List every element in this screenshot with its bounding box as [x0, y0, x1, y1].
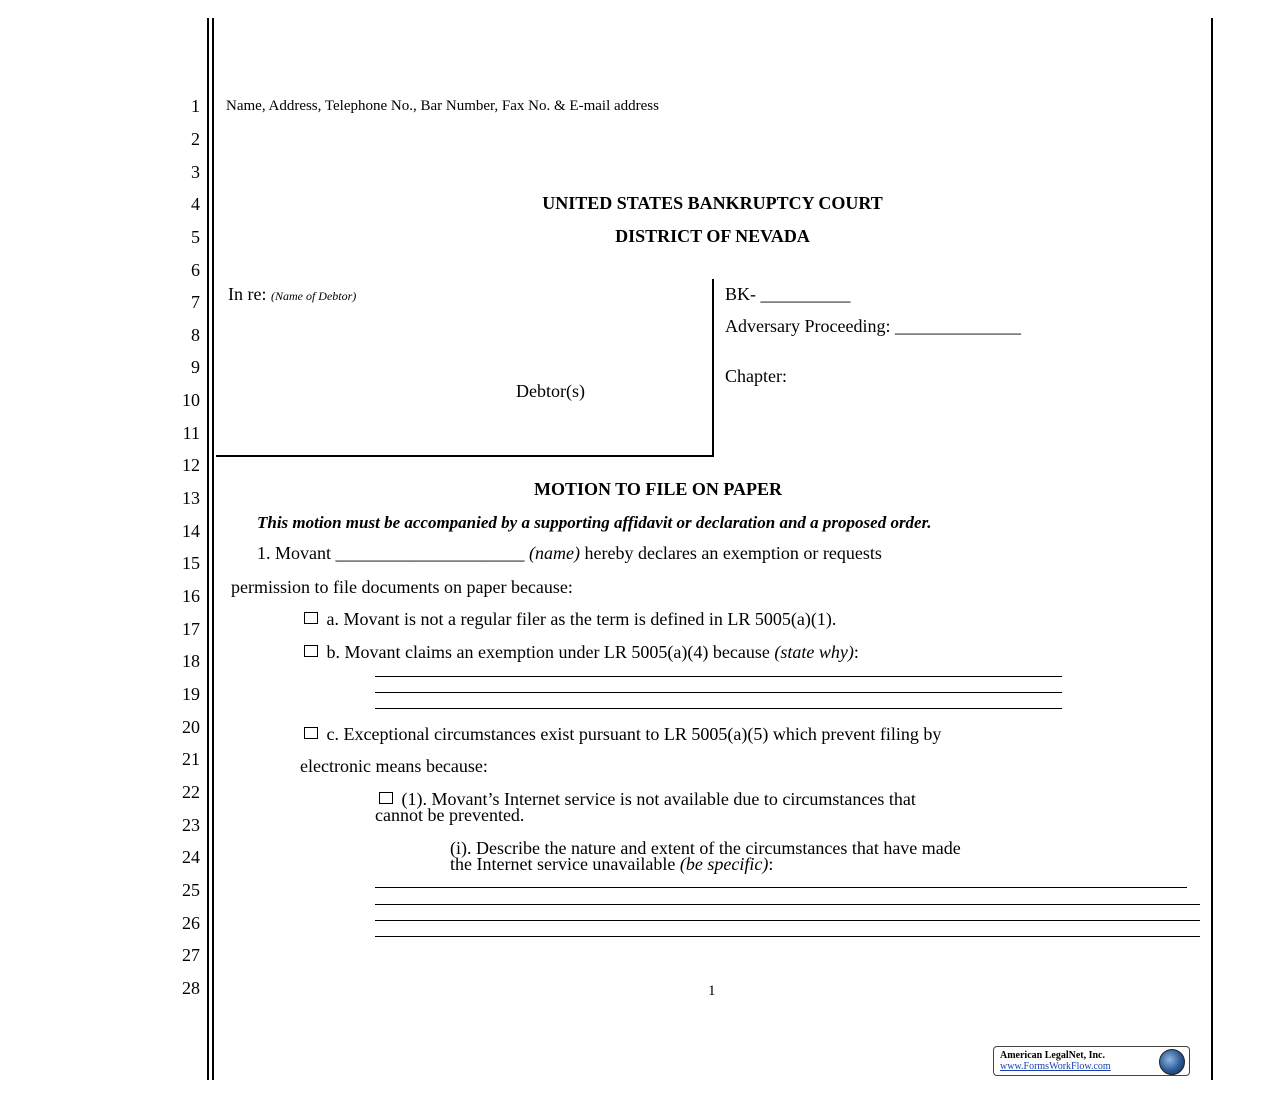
line-number: 19 [182, 684, 200, 704]
attorney-info: Name, Address, Telephone No., Bar Number, Fax No. & E-mail address [226, 98, 659, 114]
option-b-hint: (state why) [774, 642, 854, 662]
line-number: 6 [191, 260, 200, 280]
line-number: 23 [182, 815, 200, 835]
line-number: 14 [182, 521, 200, 541]
line-number: 15 [182, 553, 200, 573]
line-number: 4 [191, 194, 200, 214]
vendor-url-link[interactable]: www.FormsWorkFlow.com [1000, 1061, 1111, 1072]
option-c-continued: electronic means because: [300, 756, 488, 776]
line-number: 8 [191, 325, 200, 345]
line-number: 10 [182, 390, 200, 410]
sub-option-1-continued: cannot be prevented. [375, 805, 525, 825]
option-c [304, 724, 941, 745]
paragraph-1-continued: permission to file documents on paper because: [231, 577, 573, 597]
caption-divider-vertical [712, 279, 714, 457]
line-number: 26 [182, 913, 200, 933]
line-number: 25 [182, 880, 200, 900]
right-margin-rule [1211, 18, 1213, 1080]
globe-icon [1159, 1049, 1185, 1075]
caption-divider-horizontal [216, 455, 713, 457]
paragraph-1-name-hint: (name) [529, 543, 580, 563]
line-number: 27 [182, 945, 200, 965]
line-number: 16 [182, 586, 200, 606]
debtor-label: Debtor(s) [516, 381, 585, 401]
sub-option-i-continued [450, 854, 773, 875]
district-name: DISTRICT OF NEVADA [615, 226, 810, 246]
line-number: 24 [182, 847, 200, 867]
option-a-text: a. Movant is not a regular filer as the term is defined in LR 5005(a)(1). [326, 609, 837, 629]
option-b [304, 642, 859, 663]
line-number: 20 [182, 717, 200, 737]
line-number: 13 [182, 488, 200, 508]
option-b-blank-line[interactable] [375, 676, 1062, 677]
sub-option-i-hint: (be specific) [679, 854, 769, 874]
line-number: 12 [182, 455, 200, 475]
sub-option-i-blank-line[interactable] [375, 904, 1200, 905]
debtor-name-hint: (Name of Debtor) [270, 289, 357, 303]
option-a [304, 609, 836, 630]
sub-option-i: (i). Describe the nature and extent of the circumstances that have made [450, 838, 961, 858]
adversary-proceeding: Adversary Proceeding: ______________ [725, 316, 1021, 336]
sub-option-1-text: (1). Movant’s Internet service is not available due to circumstances that [401, 789, 916, 809]
left-margin-rule-inner [212, 18, 214, 1080]
line-number: 9 [191, 357, 200, 377]
in-re-text: In re: [228, 284, 267, 304]
court-name: UNITED STATES BANKRUPTCY COURT [542, 193, 883, 213]
line-number: 11 [182, 423, 200, 443]
line-number: 3 [191, 162, 200, 182]
chapter-label: Chapter: [725, 366, 787, 386]
line-number: 21 [182, 749, 200, 769]
motion-title: MOTION TO FILE ON PAPER [534, 479, 783, 499]
motion-notice: This motion must be accompanied by a supporting affidavit or declaration and a proposed order. [257, 513, 932, 532]
line-number: 28 [182, 978, 200, 998]
option-b-text: b. Movant claims an exemption under LR 5005(a)(4) because [326, 642, 770, 662]
option-a-checkbox[interactable] [304, 612, 318, 624]
page-number: 1 [708, 983, 716, 999]
line-number: 7 [191, 292, 200, 312]
option-c-checkbox[interactable] [304, 727, 318, 739]
option-b-blank-line[interactable] [375, 692, 1062, 693]
sub-option-i-blank-line[interactable] [375, 920, 1200, 921]
option-b-colon: : [853, 642, 859, 662]
option-c-text: c. Exceptional circumstances exist pursuant to LR 5005(a)(5) which prevent filing by [326, 724, 942, 744]
paragraph-1-movant: 1. Movant _____________________ [257, 543, 525, 563]
line-number: 2 [191, 129, 200, 149]
sub-option-i-colon: : [768, 854, 774, 874]
in-re-label [228, 284, 356, 305]
line-number: 5 [191, 227, 200, 247]
line-number: 17 [182, 619, 200, 639]
line-number: 22 [182, 782, 200, 802]
vendor-name: American LegalNet, Inc. [1000, 1050, 1105, 1061]
sub-option-i-blank-line[interactable] [375, 936, 1200, 937]
line-number: 1 [191, 96, 200, 116]
option-b-checkbox[interactable] [304, 645, 318, 657]
paragraph-1-declares: hereby declares an exemption or requests [584, 543, 882, 563]
option-b-blank-line[interactable] [375, 708, 1062, 709]
sub-option-i-text: the Internet service unavailable [450, 854, 676, 874]
sub-option-i-blank-line[interactable] [375, 887, 1187, 888]
vendor-badge[interactable] [993, 1046, 1190, 1076]
sub-option-1-checkbox[interactable] [379, 792, 393, 804]
left-margin-rule-outer [207, 18, 209, 1080]
bk-case-number: BK- __________ [725, 284, 851, 304]
line-number: 18 [182, 651, 200, 671]
paragraph-1 [257, 543, 882, 564]
